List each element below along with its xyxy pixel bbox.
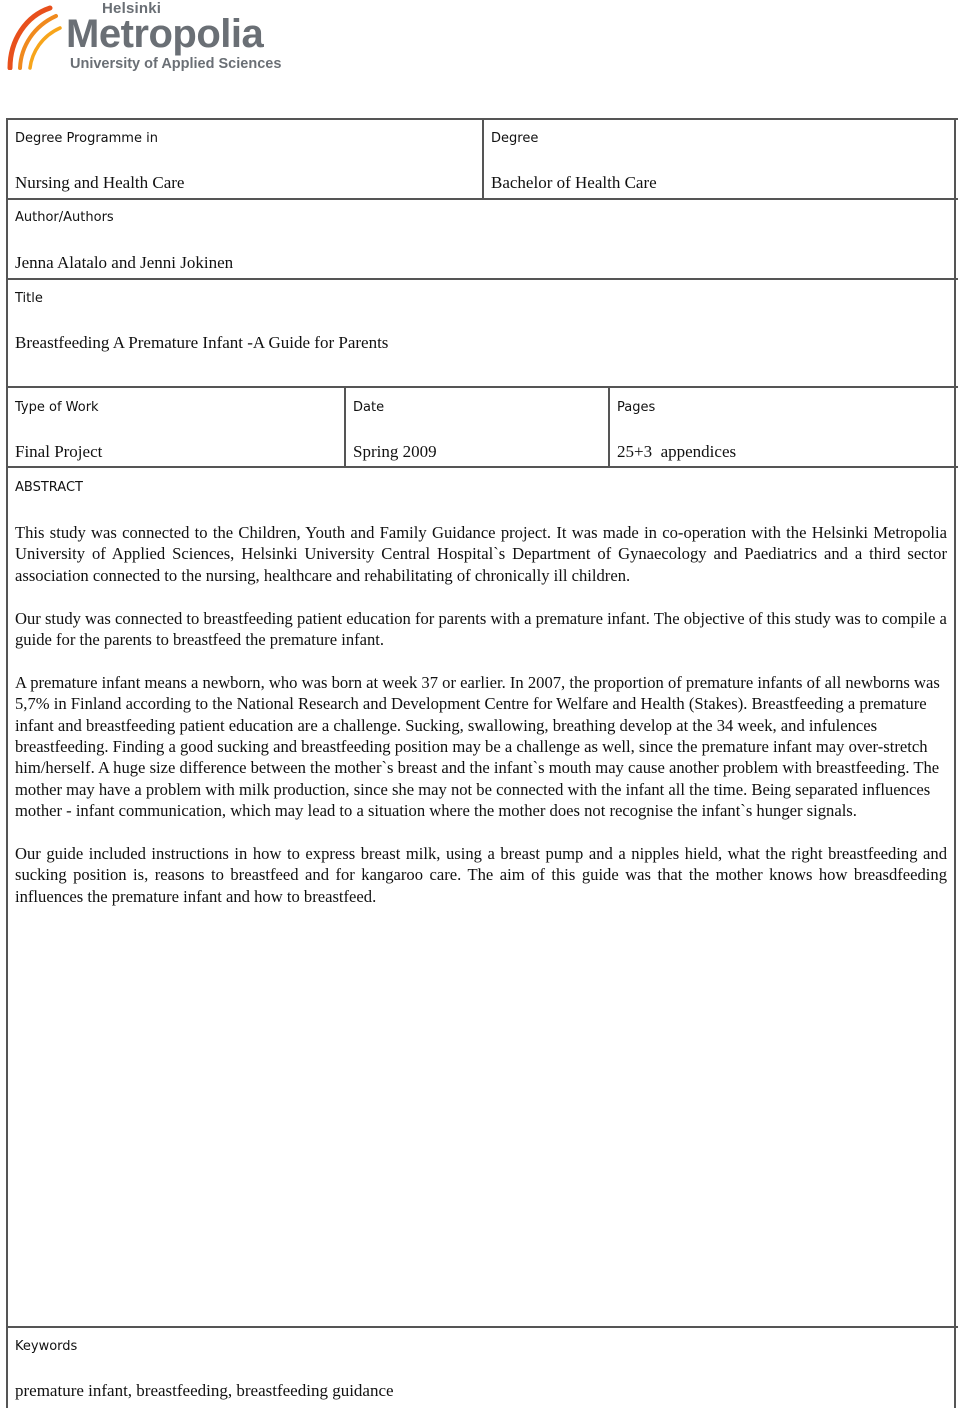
work-type-label: Type of Work — [15, 400, 99, 415]
work-type-value: Final Project — [15, 442, 103, 461]
abstract-paragraph-4: Our guide included instructions in how to express breast milk, using a breast pump and a nipples hield, what the right breastfeeding and sucking position is, reasons to breastfeed and for kangaroo care. The aim of this guide was that the mother knows how breasdfeeding influences the premature infant and how to breastfeed. — [15, 844, 947, 906]
university-logo — [6, 0, 306, 78]
divider-keywords — [6, 1326, 958, 1328]
logo-helsinki: Helsinki — [102, 0, 162, 17]
divider-date-column — [344, 386, 346, 466]
authors-label: Author/Authors — [15, 210, 114, 225]
pages-value: 25+3 appendices — [617, 442, 737, 461]
abstract-paragraph-2: Our study was connected to breastfeeding patient education for parents with a premature infant. The objective of this study was to compile a guide for the parents to breastfeed the premature infant. — [15, 608, 947, 650]
abstract-paragraph-1: This study was connected to the Children, Youth and Family Guidance project. It was made in co-operation with the Helsinki Metropolia University of Applied Sciences, Helsinki University Central Hospital`s Department of Gynaecology and Paediatrics and a third sector association connected to the nursing, healthcare and rehabilitating of chronically ill children. — [15, 523, 947, 585]
abstract-paragraph-3: A premature infant means a newborn, who was born at week 37 or earlier. In 2007, the proportion of premature infants of all newborns was 5,7% in Finland according to the National Research and Development Centre for Welfare and Health (Stakes). Breastfeeding a premature infant and breastfeeding patient education are a challenge. Sucking, swallowing, breathing develop at the 34 week, and infulences breastfeeding. Finding a good sucking and breastfeeding position may be a challenge as well, since the premature infant may over-stretch him/herself. A huge size difference between the mother`s breast and the infant`s mouth may cause another problem with breastfeeding. The mother may have a problem with milk production, since she may not be connected with the infant all the time. Being separated influences mother - infant communication, which may lead to a situation where the mother does not recognise the infant`s hunger signals. — [15, 672, 940, 821]
keywords-label: Keywords — [15, 1339, 78, 1354]
divider-title — [6, 386, 958, 388]
pages-label: Pages — [617, 400, 656, 415]
title-value: Breastfeeding A Premature Infant -A Guide for Parents — [15, 333, 389, 352]
abstract-label: ABSTRACT — [15, 480, 83, 495]
programme-value: Nursing and Health Care — [15, 173, 185, 192]
divider-pages-column — [608, 386, 610, 466]
degree-value: Bachelor of Health Care — [491, 173, 657, 192]
divider-degree-column — [482, 118, 484, 198]
abstract-body — [15, 522, 947, 929]
divider-work-info — [6, 466, 958, 468]
logo-arcs-icon — [6, 4, 68, 70]
keywords-value: premature infant, breastfeeding, breastfeeding guidance — [15, 1381, 394, 1400]
logo-metropolia: Metropolia — [66, 12, 264, 56]
divider-programme — [6, 198, 958, 200]
divider-authors — [6, 278, 958, 280]
degree-label: Degree — [491, 131, 539, 146]
logo-university-of-applied-sciences: University of Applied Sciences — [70, 56, 282, 72]
authors-value: Jenna Alatalo and Jenni Jokinen — [15, 253, 234, 272]
date-label: Date — [353, 400, 385, 415]
date-value: Spring 2009 — [353, 442, 437, 461]
title-label: Title — [15, 291, 43, 306]
programme-label: Degree Programme in — [15, 131, 158, 146]
